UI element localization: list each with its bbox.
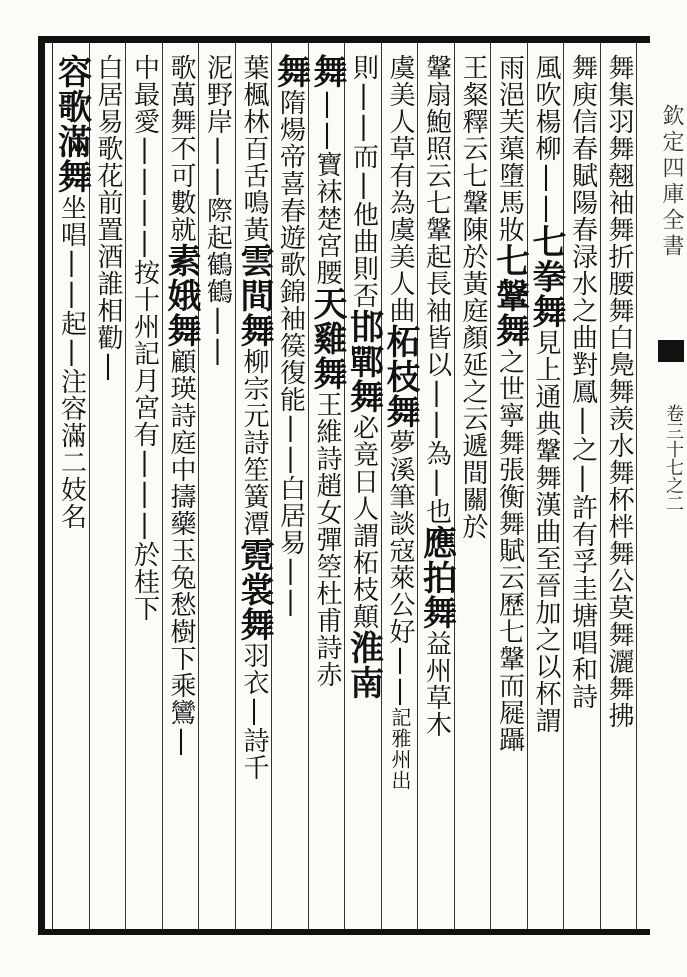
page-border-bottom: [38, 929, 650, 935]
section-heading-char: 歌: [51, 89, 92, 124]
section-heading-char: 淮: [343, 630, 384, 665]
body-text: ||按十州記月宮有|||於桂下: [129, 197, 160, 622]
text-column: [51, 54, 92, 924]
body-text: 隋煬帝喜春遊歌錦袖: [275, 89, 306, 332]
section-heading-char: 天: [307, 286, 347, 321]
section-heading-char: 舞: [270, 54, 311, 89]
text-column: [125, 54, 162, 924]
section-heading-char: 鄲: [343, 344, 384, 379]
section-heading-char: 舞: [526, 294, 566, 329]
text-column: [381, 54, 418, 924]
edge-mark: [658, 340, 684, 362]
section-heading-char: 拍: [416, 560, 457, 595]
section-heading-char: 娥: [161, 278, 201, 313]
text-column: [198, 54, 235, 924]
body-text: 柳宗元詩笙簧潭: [239, 348, 269, 537]
text-column: [600, 54, 637, 924]
text-column: [89, 54, 126, 924]
body-text: 風吹楊柳||: [531, 54, 561, 224]
section-heading-char: 七: [489, 243, 530, 278]
body-text: 泥野岸||: [202, 54, 233, 197]
body-text: 夢溪筆談寇萊公好||: [385, 429, 415, 707]
body-text: 舞集羽舞翹袖舞折腰舞白鳧舞羡水舞杯柈舞公莫舞灑舞拂: [604, 54, 634, 729]
page-edge: [656, 44, 686, 904]
section-heading-char: 舞: [307, 54, 347, 89]
section-heading-char: 枝: [380, 359, 420, 394]
section-heading-char: 舞: [161, 313, 201, 348]
page-border-top: [38, 36, 650, 43]
text-column: [162, 54, 199, 924]
body-text: 顧瑛詩庭中擣藥玉兔愁樹下乘鸞|: [166, 348, 196, 757]
body-text: 見上通典鞶舞漢曲至晉加之以杯謂: [531, 329, 561, 734]
body-text: 王維詩趙女彈箜: [312, 391, 342, 580]
section-heading-char: 雲: [234, 243, 274, 278]
text-column: [270, 54, 311, 924]
text-column: [454, 54, 491, 924]
column-rule: [636, 43, 637, 929]
section-heading-char: 柘: [380, 324, 420, 359]
section-heading-char: 舞: [234, 607, 274, 642]
body-text: 中最愛||: [129, 54, 160, 197]
body-text: 杜甫詩赤: [312, 580, 342, 688]
section-heading-char: 舞: [416, 595, 457, 630]
section-heading-char: 舞: [489, 313, 530, 348]
section-heading-char: 滿: [51, 124, 92, 159]
section-heading-char: 舞: [380, 394, 420, 429]
annotation-text: 記雅州出: [388, 707, 412, 791]
section-heading-char: 南: [343, 665, 384, 700]
section-heading-char: 裳: [234, 572, 274, 607]
section-heading-char: 邯: [343, 309, 384, 344]
body-text: 雨浥芙蕖墮馬妝: [494, 54, 525, 243]
book-title: 欽定四庫全書: [659, 104, 684, 260]
body-text: 則||而|他曲則否: [348, 54, 379, 309]
body-text: 舞庾信春賦陽春渌水之曲對鳳|之|許有孚圭塘唱和詩: [567, 54, 598, 710]
body-text: 際起鶴鶴||: [202, 197, 233, 367]
text-column: [489, 54, 530, 924]
body-text: ||寶袜楚宮腰: [312, 89, 342, 286]
body-text: 白居易歌花前置酒誰相勸|: [93, 54, 123, 382]
body-text: 白居易||: [275, 475, 306, 618]
body-text: 篌復能||: [275, 332, 306, 475]
body-text: 之世寧舞張衡舞賦云歷七鞶而屣躡: [494, 348, 525, 753]
section-heading-char: 七: [526, 224, 566, 259]
page-border-left: [38, 36, 45, 935]
section-heading-char: 間: [234, 278, 274, 313]
volume-label: 卷三十七之二: [663, 404, 684, 512]
section-heading-char: 舞: [343, 379, 384, 414]
section-heading-char: 舞: [307, 356, 347, 391]
text-column: [416, 54, 457, 924]
section-heading-char: 舞: [234, 313, 274, 348]
text-column: [308, 54, 345, 924]
body-text: 虞美人草有為虞美人曲: [385, 54, 415, 324]
section-heading-char: 應: [416, 525, 457, 560]
text-column: [527, 54, 564, 924]
body-text: 坐唱||起|注容滿二妓名: [56, 194, 87, 530]
text-column: [563, 54, 600, 924]
section-heading-char: 素: [161, 243, 201, 278]
body-text: 歌萬舞不可數就: [166, 54, 196, 243]
section-heading-char: 容: [51, 54, 92, 89]
text-column: [343, 54, 384, 924]
section-heading-char: 舞: [51, 159, 92, 194]
body-text: 羽衣|詩千: [239, 642, 269, 781]
body-text: 益州草木: [421, 630, 452, 738]
section-heading-char: 霓: [234, 537, 274, 572]
body-text: 王粲釋云七鞶陳於黃庭顏延之云遞間關於: [458, 54, 488, 540]
section-heading-char: 鞶: [489, 278, 530, 313]
body-text: 必竟日人謂柘枝顛: [348, 414, 379, 630]
body-text: 葉楓林百舌鳴黃: [239, 54, 269, 243]
section-heading-char: 雞: [307, 321, 347, 356]
body-text: 鞶扇鮑照云七鞶起長袖皆以||為|也: [421, 54, 452, 525]
text-column: [235, 54, 272, 924]
section-heading-char: 拳: [526, 259, 566, 294]
